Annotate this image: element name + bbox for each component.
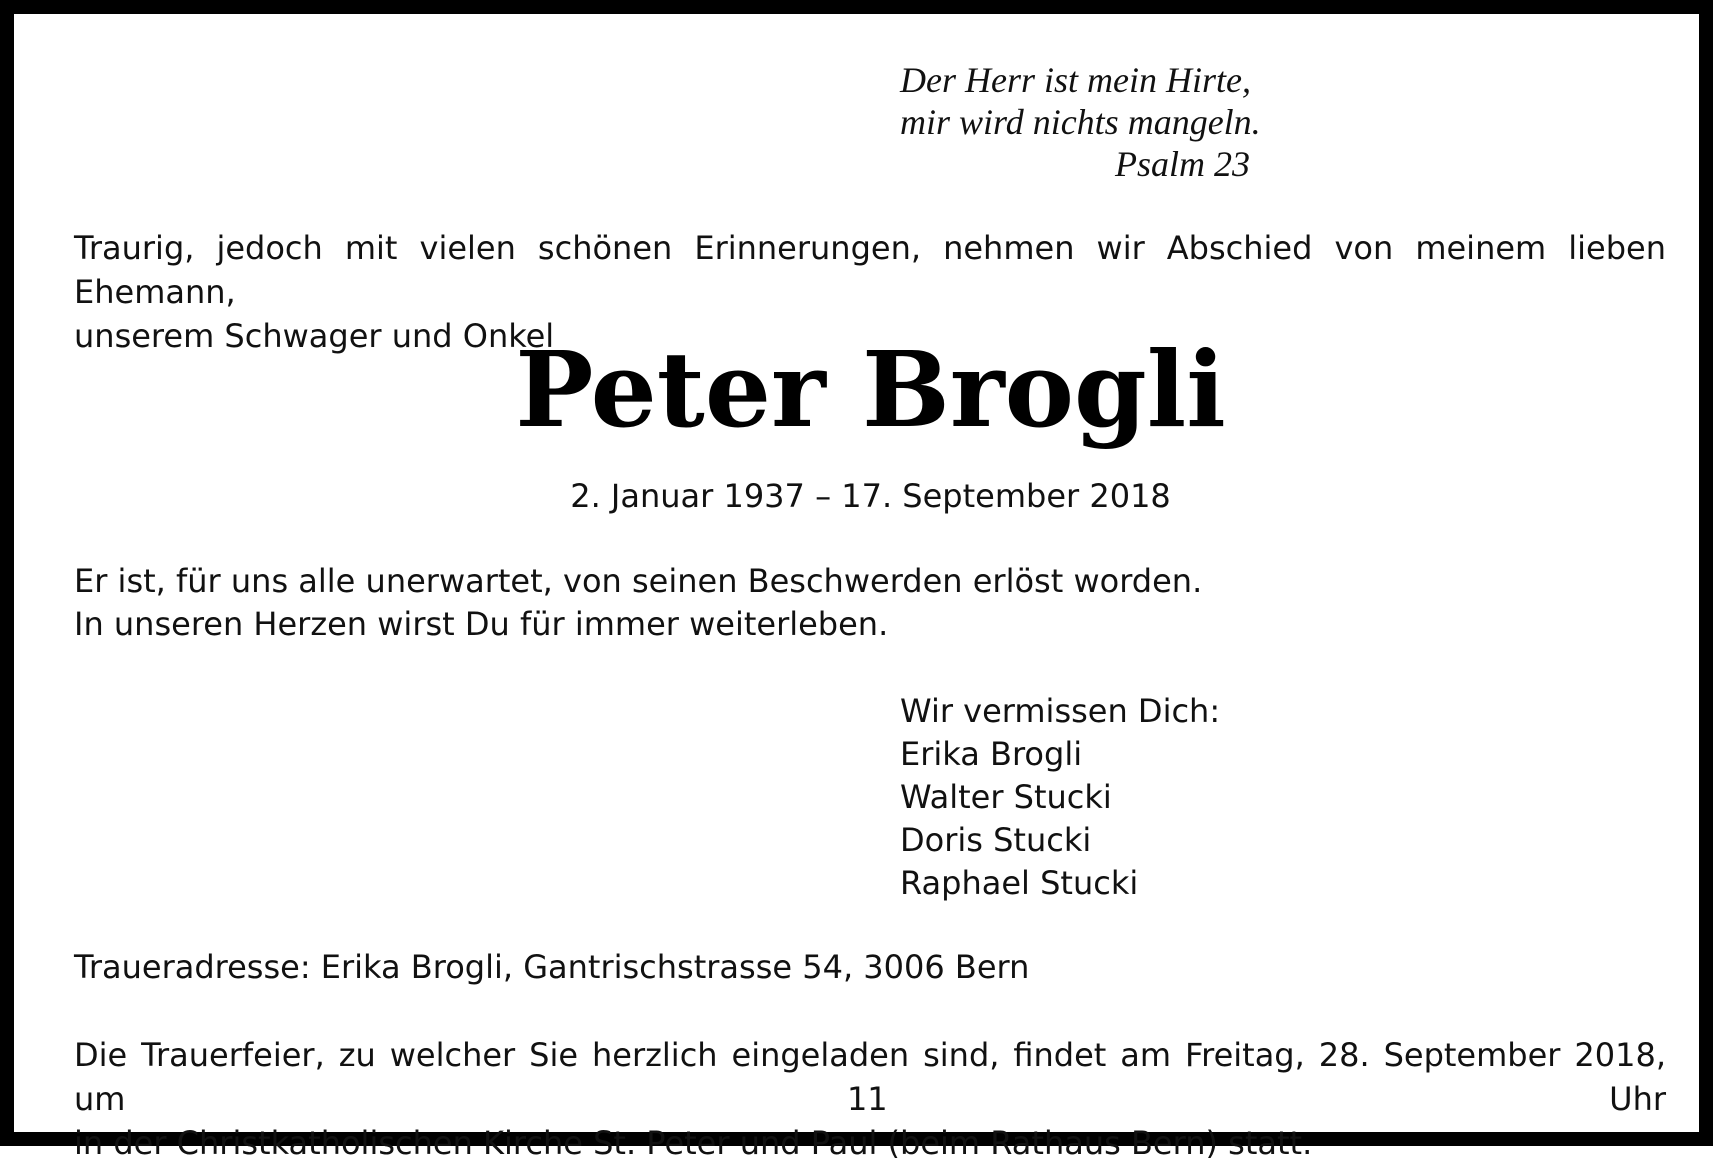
mourner-name: Walter Stucki xyxy=(900,778,1112,816)
service-line-2: in der Christkatholischen Kirche St. Peter und Paul (beim Rathaus Bern) statt. xyxy=(74,1124,1313,1162)
mourners-heading: Wir vermissen Dich: xyxy=(900,692,1221,730)
psalm-line-1: Der Herr ist mein Hirte, xyxy=(900,60,1251,100)
service-line-1: Die Trauerfeier, zu welcher Sie herzlich eingeladen sind, findet am Freitag, 28. September 2018, um 11 Uhr xyxy=(74,1036,1666,1118)
tribute-line-2: In unseren Herzen wirst Du für immer weiterleben. xyxy=(74,605,889,643)
mourner-name: Doris Stucki xyxy=(900,821,1092,859)
mourning-address xyxy=(74,946,1029,989)
mourner-name: Raphael Stucki xyxy=(900,864,1139,902)
tribute-line-1: Er ist, für uns alle unerwartet, von seinen Beschwerden erlöst worden. xyxy=(74,562,1203,600)
service-paragraph xyxy=(74,1033,1666,1165)
address-line: Traueradresse: Erika Brogli, Gantrischstrasse 54, 3006 Bern xyxy=(74,948,1030,986)
psalm-source: Psalm 23 xyxy=(1115,144,1250,184)
life-dates: 2. Januar 1937 – 17. September 2018 xyxy=(570,477,1171,515)
mourner-name: Erika Brogli xyxy=(900,735,1083,773)
psalm-quote xyxy=(900,59,1261,185)
tribute-paragraph xyxy=(74,560,1202,646)
psalm-line-2: mir wird nichts mangeln. xyxy=(900,102,1261,142)
intro-line-1: Traurig, jedoch mit vielen schönen Erinnerungen, nehmen wir Abschied von meinem lieben Ehemann, xyxy=(74,229,1666,311)
deceased-name: Peter Brogli xyxy=(515,328,1226,451)
intro-line-2: unserem Schwager und Onkel xyxy=(74,317,555,355)
mourners-list xyxy=(900,690,1220,905)
